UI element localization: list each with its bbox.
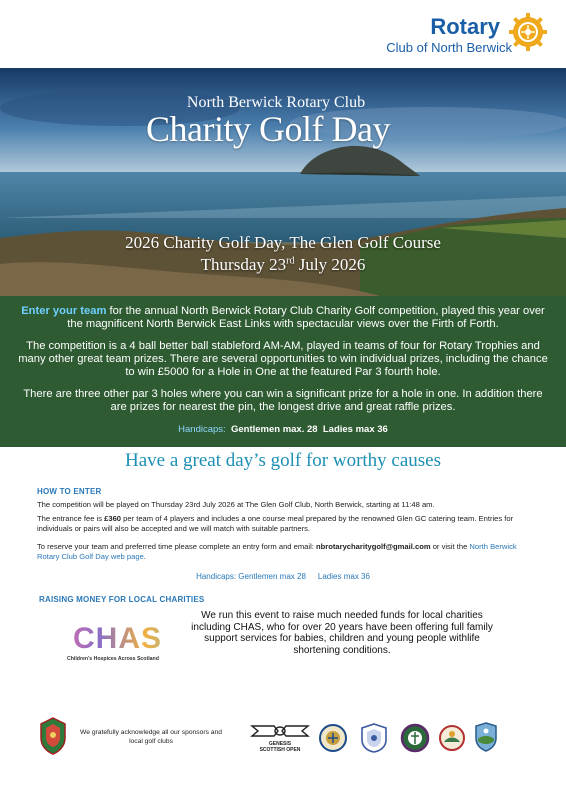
intro-paragraph-1: Enter your team for the annual North Berwick Rotary Club Charity Golf competition, played this year over the magnificent North Berwick East Links with spectacular views over the Firth of Forth. xyxy=(21,305,545,330)
enter-team-highlight: Enter your team xyxy=(21,305,107,317)
how-to-enter-handicaps: Handicaps: Gentlemen max 28 Ladies max 36 xyxy=(196,572,370,581)
how-to-enter-heading: HOW TO ENTER xyxy=(37,487,102,496)
how-to-enter-date: The competition will be played on Thursday 23rd July 2026 at The Glen Golf Club, North Berwick, starting at 11:48 am. xyxy=(37,500,435,509)
entry-email[interactable]: nbrotarycharitygolf@gmail.com xyxy=(316,542,431,551)
how-to-enter-fee: The entrance fee is £360 per team of 4 players and includes a one course meal prepared by the renowned Glen GC catering team. Entries for individuals or pairs will also be accepted and we will match with suitable partners. xyxy=(37,514,514,533)
how-to-enter-reserve: To reserve your team and preferred time please complete an entry form and email: nbrotarycharitygolf@gmail.com or visit the North Berwick Rotary Club Golf Day web page. xyxy=(37,542,517,561)
hero-club-name: North Berwick Rotary Club xyxy=(186,94,366,111)
genesis-wings-icon xyxy=(250,722,310,740)
charities-description: We run this event to raise much needed funds for local charities including CHAS, who for over 20 years have been offering full family support services for babies, children and young people withlife shortening conditions. xyxy=(191,610,493,656)
golf-club-shield-icon xyxy=(360,722,388,754)
chas-logo-caption: Children’s Hospices Across Scotland xyxy=(67,656,159,662)
north-berwick-crest-icon xyxy=(38,716,68,756)
rotary-logo xyxy=(378,10,548,60)
chas-logo-text: CHAS xyxy=(55,622,205,656)
golf-club-shield-2-icon xyxy=(474,721,498,753)
sponsor-acknowledgement: We gratefully acknowledge all our sponsors and local golf clubs xyxy=(80,729,222,745)
tagline: Have a great day’s golf for worthy causes xyxy=(124,450,442,471)
hero-title: Charity Golf Day xyxy=(146,109,390,149)
charities-heading: RAISING MONEY FOR LOCAL CHARITIES xyxy=(39,595,205,604)
hero-date: Thursday 23rd July 2026 xyxy=(200,255,366,274)
hero-event-name: 2026 Charity Golf Day, The Glen Golf Course xyxy=(125,233,441,252)
hero-banner xyxy=(0,68,566,296)
intro-paragraph-3: There are three other par 3 holes where you can win a significant prize for a hole in one. In addition there are prizes for nearest the pin, the longest drive and great raffle prizes. xyxy=(23,388,543,413)
rotary-wheel-icon xyxy=(508,12,548,52)
intro-panel xyxy=(0,296,566,447)
golf-club-badge-1-icon xyxy=(318,723,348,753)
golf-club-badge-2-icon xyxy=(400,723,430,753)
rotary-club-name: Club of North Berwick xyxy=(386,40,512,55)
intro-paragraph-2: The competition is a 4 ball better ball stableford AM-AM, played in teams of four for Rotary Trophies and many other great team prizes. There are several opportunities to win individual prizes, including the chance to win £5000 for a Hole in One at the featured Par 3 fourth hole. xyxy=(18,340,548,378)
intro-handicaps: Handicaps: Gentlemen max. 28 Ladies max 36 xyxy=(178,424,388,435)
rotary-name: Rotary xyxy=(430,14,500,39)
golf-club-badge-3-icon xyxy=(438,723,466,753)
genesis-scottish-open-logo: GENESIS SCOTTISH OPEN xyxy=(259,741,301,753)
golf-day-web-link[interactable]: North Berwick Rotary Club Golf Day web page xyxy=(37,542,517,561)
chas-logo xyxy=(55,622,205,674)
